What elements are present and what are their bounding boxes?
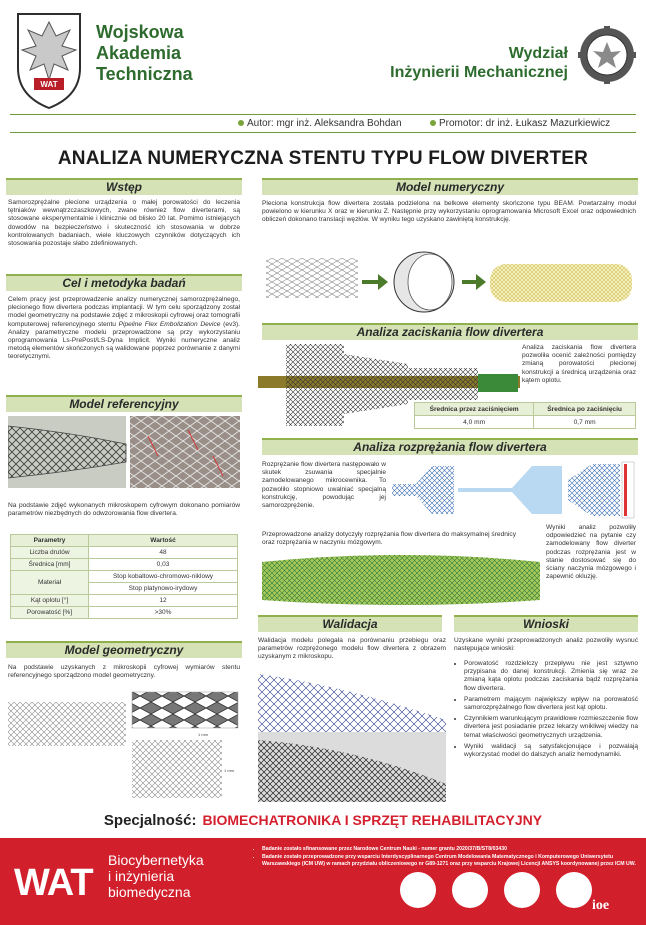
- university-name-line-3: Techniczna: [96, 64, 193, 84]
- validation-comparison-image: [258, 664, 446, 802]
- svg-text:WAT: WAT: [40, 80, 58, 89]
- svg-text:1 mm: 1 mm: [198, 732, 208, 737]
- cel-text-device: Pipeline Flex Embolization Device: [118, 320, 221, 328]
- param-value: Stop platynowo-irydowy: [89, 583, 238, 595]
- university-name: [96, 22, 193, 85]
- section-header-cel: Cel i metodyka badań: [6, 274, 242, 291]
- bullet-dot-icon: [430, 120, 436, 126]
- walidacja-text: Walidacja modelu polegała na porównaniu przebiegu oraz parametrów rozprężonego modelu flow divertera z obrazem uzyskanym z mikroskopu.: [258, 637, 446, 661]
- table-row: [11, 571, 238, 583]
- section-header-zaciskanie: Analiza zaciskania flow divertera: [262, 323, 638, 340]
- zaciskanie-text: Analiza zaciskania flow divertera pozwoliła ocenić zależności pomiędzy zmianą porowatości plecionej konstrukcji a średnicą urządzenia oraz kątem oplotu.: [522, 344, 636, 384]
- footer-program-line-3: biomedyczna: [108, 884, 191, 900]
- footer-program-line-2: i inżynieria: [108, 868, 175, 884]
- list-item: • Porowatość rozdzielczy przepływu nie jest sztywno przypisana do danej konstrukcji. Zmienia się wraz ze zmianą kąta oplotu podczas zaciskania bądź rozprężania flow divertera.: [464, 660, 638, 693]
- faculty-name-line-1: Wydział: [508, 45, 568, 62]
- footer-funding-notes: [254, 846, 638, 869]
- table-header-cell: Średnica przez zaciśnięciem: [415, 403, 534, 416]
- param-name: Liczba drutów: [11, 547, 89, 559]
- param-value: Stop kobaltowo-chromowo-niklowy: [89, 571, 238, 583]
- table-row: [11, 535, 238, 547]
- university-name-line-1: Wojskowa: [96, 22, 184, 42]
- wnioski-list: [454, 660, 638, 762]
- specialization: [0, 812, 646, 830]
- ioe-logo: ioe: [592, 898, 610, 913]
- cel-text-b: (ev3). Analizy parametryczne modelu przeprowadzone są przy wykorzystaniu oprogramowania Ls-PrePost/LS-Dyna Implicit. Wyniki numeryczne analiz metodą elementów skończonych są walidowane poprzez porównanie z danymi teoretycznymi.: [8, 320, 241, 361]
- section-header-rozprezanie: Analiza rozprężania flow divertera: [262, 438, 638, 455]
- param-value: 12: [89, 595, 238, 607]
- section-header-referencyjny: Model referencyjny: [6, 395, 242, 412]
- cel-text: [8, 296, 240, 362]
- table-row: [11, 559, 238, 571]
- wnioski-intro: Uzyskane wyniki przeprowadzonych analiz pozwoliły wysnuć następujące wnioski:: [454, 637, 638, 653]
- poster-title: ANALIZA NUMERYCZNA STENTU TYPU FLOW DIVERTER: [57, 148, 589, 169]
- section-header-walidacja: Walidacja: [258, 615, 442, 632]
- wat-eagle-logo: [12, 6, 86, 110]
- table-cell: 4,0 mm: [415, 416, 534, 429]
- table-header-cell: Parametry: [11, 535, 89, 547]
- authors-divider-bottom: [10, 132, 636, 133]
- table-header-cell: Wartość: [89, 535, 238, 547]
- section-header-wstep: Wstęp: [6, 178, 242, 195]
- section-header-wnioski: Wnioski: [454, 615, 638, 632]
- param-value: 0,03: [89, 559, 238, 571]
- param-name: Porowatość [%]: [11, 607, 89, 619]
- cel-text-a: Celem pracy jest przeprowadzenie analizy numerycznej samorozprężalnego, plecionego flow divertera podczas implantacji. W tym celu sporządzony został model geometryczny na podstawie zdjęć z mikroskopii cyfrowej oraz tomografii komputerowej referencyjnego stentu: [8, 296, 240, 328]
- expansion-simulation-image: [392, 458, 636, 522]
- rozprezanie-text-2: Przeprowadzone analizy dotyczyły rozprężania flow divertera do maksymalnej średnicy oraz rozprężania w naczyniu mózgowym.: [262, 531, 516, 547]
- crimping-table: [414, 402, 636, 429]
- table-row: [11, 607, 238, 619]
- table-row: [11, 595, 238, 607]
- param-value: 48: [89, 547, 238, 559]
- geometric-model-images: [8, 690, 240, 802]
- section-header-geometryczny: Model geometryczny: [6, 641, 242, 658]
- specialization-value: BIOMECHATRONIKA I SPRZĘT REHABILITACYJNY: [202, 812, 543, 828]
- referencyjny-text: Na podstawie zdjęć wykonanych mikroskopem cyfrowym dokonano pomiarów parametrów niezbędnych do odwzorowania flow divertera.: [8, 502, 240, 518]
- list-item: • Badanie zostało sfinansowane przez Narodowe Centrum Nauki - numer grantu 2020/37/B/ST8/03430: [262, 846, 638, 852]
- numeryczny-text: Pleciona konstrukcja flow divertera została podzielona na belkowe elementy skończone typu BEAM. Powtarzalny moduł powielono w kierunku X oraz w kierunku Z. Następnie przy wykorzystaniu oprogramowania Microsoft Excel oraz odpowiednich obliczeń dokonano translacji węzłów. W wyniku tego uzyskano zawiniętą konstrukcję.: [262, 200, 636, 224]
- university-name-line-2: Akademia: [96, 43, 182, 63]
- param-value: >30%: [89, 607, 238, 619]
- author: [238, 118, 402, 129]
- svg-text:1 mm: 1 mm: [224, 768, 234, 773]
- list-item: • Parametrem mającym największy wpływ na porowatość samorozprężalnego flow divertera jest kąt oplotu.: [464, 696, 638, 712]
- rozprezanie-text-3: Wyniki analiz pozwoliły odpowiedzieć na pytanie czy zamodelowany flow diverter podczas rozprężania jest w stanie dostosować się do ściany naczynia mózgowego i zapewnić okluzję.: [546, 524, 636, 581]
- promotor: [430, 118, 610, 129]
- table-row: [415, 403, 636, 416]
- parameters-table: [10, 534, 238, 619]
- specialization-label: Specjalność:: [103, 812, 197, 829]
- param-name: Materiał: [11, 571, 89, 595]
- faculty-name-line-2: Inżynierii Mechanicznej: [390, 64, 568, 81]
- table-row: [415, 416, 636, 429]
- table-header-cell: Średnica po zaciśnięciu: [534, 403, 636, 416]
- faculty-emblem-icon: [452, 872, 488, 908]
- authors-divider-top: [10, 114, 636, 115]
- promotor-text: Promotor: dr inż. Łukasz Mazurkiewicz: [439, 118, 611, 129]
- table-cell: 0,7 mm: [534, 416, 636, 429]
- info-emblem-icon: [504, 872, 540, 908]
- footer-wat-logo: WAT: [14, 862, 93, 904]
- footer-program-line-1: Biocybernetyka: [108, 852, 204, 868]
- numerical-model-images: [262, 246, 638, 318]
- list-item: • Czynnikiem warunkującym prawidłowe rozmieszczenie flow divertera jest posiadanie przez lekarzy wnikliwej wiedzy na temat właściwości geometrycznych urządzenia.: [464, 715, 638, 740]
- author-text: Autor: mgr inż. Aleksandra Bohdan: [247, 118, 402, 129]
- section-header-numeryczny: Model numeryczny: [262, 178, 638, 195]
- param-name: Średnica [mm]: [11, 559, 89, 571]
- faculty-name: [390, 44, 568, 82]
- gear-emblem-icon: [556, 872, 592, 908]
- geometryczny-text: Na podstawie uzyskanych z mikroskopii cyfrowej wymiarów stentu referencyjnego sporządzono model geometryczny.: [8, 664, 240, 680]
- bullet-dot-icon: [238, 120, 244, 126]
- vessel-expansion-image: [262, 548, 540, 610]
- footer-program: [108, 852, 204, 900]
- rozprezanie-text-1: Rozprężanie flow divertera następowało w skutek zsuwania specjalnie zamodelowanego mikrocewnika. To pozwoliło stopniowo uwalniać specjalną konstrukcję, powodując jej samorozprężenie.: [262, 461, 386, 510]
- wstep-text: Samorozprężalne plecione urządzenia o małej porowatości do leczenia tętniaków wewnątrzczaszkowych, zwane również flow diverterami, są stosowane eksperymentalnie i klinicznie od blisko 20 lat. Pomimo istniejących dowodów na bezpieczeństwo i skuteczność ich stosowania w dobrze kontrolowanych badaniach, wiele kluczowych czynników dotyczących ich stosowania pozostaje słabo zdefiniowanych.: [8, 199, 240, 248]
- faculty-gear-logo: [578, 26, 636, 84]
- microscope-photos: [8, 416, 240, 488]
- param-name: Kąt oplotu [°]: [11, 595, 89, 607]
- list-item: • Badanie zostało przeprowadzone przy wsparciu Interdyscyplinarnego Centrum Modelowania Matematycznego i Komputerowego Uniwersytetu Warszawskiego (ICM UW) w ramach przydziału obliczeniowego nr G89-1271 oraz przy wsparciu Krajowej Licencji ANSYS koordynowanej przez ICM UW.: [262, 854, 638, 867]
- eagle-emblem-icon: [400, 872, 436, 908]
- table-row: [11, 547, 238, 559]
- list-item: • Wyniki walidacji są satysfakcjonujące i pozwalają wykorzystać model do dalszych analiz hemodynamiki.: [464, 743, 638, 759]
